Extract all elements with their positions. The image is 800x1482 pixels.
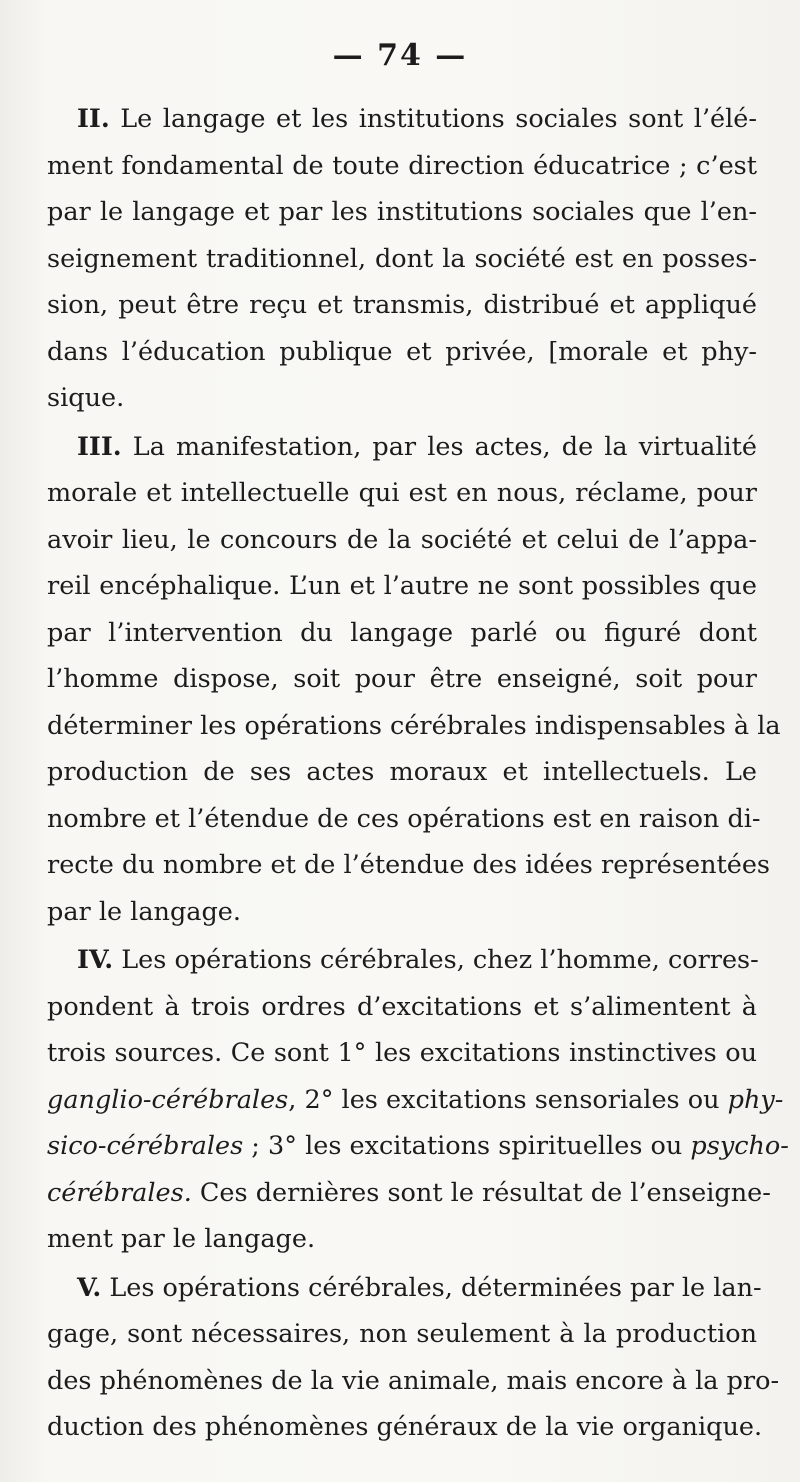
text-line [47,1123,789,1170]
text-line [47,563,757,610]
text-segment: Les opérations cérébrales, chez l’homme, corres- [113,945,759,975]
text-segment: avoir lieu, le concours de la société et celui de l’appa- [47,524,757,555]
text-line [47,517,757,564]
text-line [47,143,757,190]
section-numeral: II. [77,104,110,134]
text-line [47,889,757,936]
text-line [47,424,757,471]
text-segment: morale et intellectuelle qui est en nous, réclame, pour [47,478,757,508]
text-line [47,329,757,376]
text-segment: Les opérations cérébrales, déterminées par le lan- [101,1272,762,1303]
text-line [47,1170,771,1217]
italic-term: psycho- [690,1131,789,1161]
text-line [47,375,757,422]
text-segment: gage, sont nécessaires, non seulement à la production [47,1319,757,1349]
text-line [47,749,757,796]
text-line [47,96,757,143]
italic-term: cérébrales. [47,1177,192,1208]
text-segment: seignement traditionnel, dont la société est en posses- [47,243,757,274]
text-line [47,470,757,517]
section-numeral: V. [77,1272,102,1303]
text-segment: ; 3° les excitations spirituelles ou [243,1131,691,1161]
text-segment: reil encéphalique. L’un et l’autre ne sont possibles que [47,571,757,601]
text-segment: par le langage et par les institutions sociales que l’en- [47,197,757,227]
page-number: — 74 — [332,38,468,73]
text-line [47,1265,762,1312]
text-segment: duction des phénomènes généraux de la vie organique. [47,1412,763,1442]
italic-term: phy- [727,1084,784,1115]
text-line [47,1030,757,1077]
text-segment: des phénomènes de la vie animale, mais encore à la pro- [47,1365,780,1396]
text-segment: par le langage. [47,896,242,927]
italic-term: ganglio-cérébrales [47,1084,289,1115]
paragraph-iv [47,937,789,1263]
text-segment: ment fondamental de toute direction éducatrice ; c’est [47,150,757,181]
text-segment: , 2° les excitations sensoriales ou [288,1084,728,1115]
text-segment: dans l’éducation publique et privée, [morale et phy- [47,336,757,367]
text-segment: La manifestation, par les actes, de la virtualité [121,431,757,462]
italic-term: sico-cérébrales [47,1131,244,1161]
text-segment: pondent à trois ordres d’excitations et s’alimentent à [47,991,757,1022]
section-numeral: III. [77,431,122,462]
paragraph-v [47,1265,780,1451]
text-line [47,842,771,889]
text-segment: Le langage et les institutions sociales sont l’élé- [109,104,757,134]
text-segment: trois sources. Ce sont 1° les excitations instinctives ou [47,1038,757,1068]
paragraph-ii [47,96,757,422]
text-line [47,1311,757,1358]
text-segment: ment par le langage. [47,1224,316,1254]
section-numeral: IV. [77,945,114,975]
text-line [47,1404,763,1451]
text-line [47,796,761,843]
text-line [47,282,757,329]
text-line [47,1077,784,1124]
text-segment: sion, peut être reçu et transmis, distribué et appliqué [47,290,757,320]
text-segment: recte du nombre et de l’étendue des idées représentées [47,850,771,880]
text-line [47,1216,757,1263]
text-segment: production de ses actes moraux et intellectuels. Le [47,757,757,787]
body-text [47,96,789,1453]
text-line [47,656,757,703]
text-line [47,189,757,236]
text-segment: Ces dernières sont le résultat de l’enseigne- [191,1177,771,1208]
text-line [47,984,757,1031]
text-line [47,236,757,283]
text-segment: par l’intervention du langage parlé ou figuré dont [47,617,757,648]
text-line [47,703,781,750]
text-segment: sique. [47,383,125,413]
text-segment: nombre et l’étendue de ces opérations est en raison di- [47,803,761,834]
text-segment: l’homme dispose, soit pour être enseigné, soit pour [47,664,757,694]
text-line [47,1358,780,1405]
paragraph-iii [47,424,781,936]
text-segment: déterminer les opérations cérébrales indispensables à la [47,710,781,741]
text-line [47,937,757,984]
text-line [47,610,757,657]
